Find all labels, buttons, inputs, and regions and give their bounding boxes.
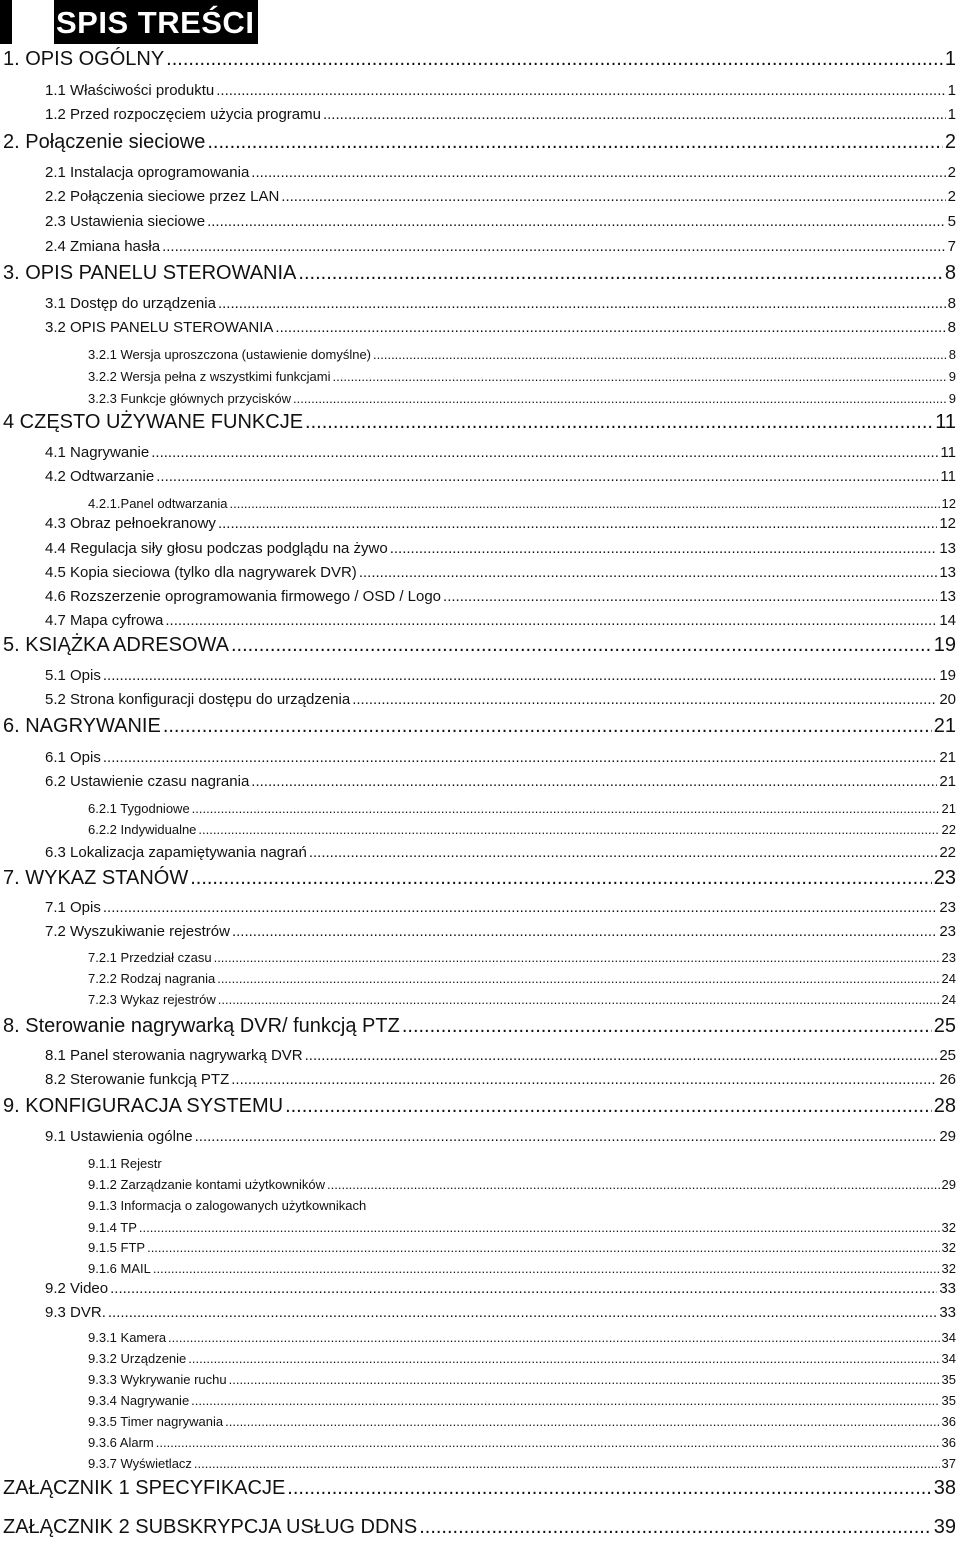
toc-entry-title: 6.1 Opis — [45, 749, 101, 766]
toc-entry-page: 5 — [947, 213, 956, 230]
toc-entry[interactable] — [88, 369, 956, 387]
toc-entry-leader — [103, 899, 937, 916]
toc-entry[interactable] — [45, 844, 956, 864]
toc-entry-page: 14 — [939, 612, 956, 629]
toc-entry-page: 23 — [933, 867, 956, 889]
toc-entry[interactable] — [88, 496, 956, 514]
toc-entry-page: 9 — [948, 369, 956, 384]
toc-entry-title: 9.3.6 Alarm — [88, 1435, 154, 1450]
toc-entry-title: 7.2.1 Przedział czasu — [88, 950, 212, 965]
toc-entry-page: 13 — [939, 540, 956, 557]
toc-entry[interactable] — [45, 213, 956, 233]
toc-entry-leader — [373, 347, 947, 362]
toc-entry[interactable] — [45, 588, 956, 608]
toc-entry-title: 9.1.6 MAIL — [88, 1261, 151, 1276]
toc-entry-page: 24 — [941, 992, 956, 1007]
toc-entry-leader — [327, 1177, 940, 1192]
toc-entry-page: 9 — [948, 391, 956, 406]
toc-entry-title: 7. WYKAZ STANÓW — [3, 867, 189, 889]
toc-entry-leader — [419, 1516, 932, 1539]
toc-entry-page: 23 — [939, 923, 956, 940]
toc-entry-leader — [285, 1095, 932, 1118]
toc-entry-leader — [103, 749, 937, 766]
toc-entry[interactable] — [88, 1261, 956, 1279]
toc-entry-leader — [163, 715, 932, 738]
toc-entry[interactable] — [88, 950, 956, 968]
toc-entry[interactable] — [88, 801, 956, 819]
toc-entry-title: 2.1 Instalacja oprogramowania — [45, 164, 250, 181]
toc-entry-leader — [352, 691, 937, 708]
toc-entry-leader — [251, 773, 937, 790]
toc-entry[interactable] — [45, 238, 956, 258]
toc-entry-leader — [194, 1456, 940, 1471]
toc-entry-title: 9.1.5 FTP — [88, 1240, 146, 1255]
toc-entry[interactable] — [88, 1393, 956, 1411]
toc-entry-title: 3.2 OPIS PANELU STEROWANIA — [45, 319, 274, 336]
toc-entry-title: 6.2.2 Indywidualne — [88, 822, 197, 837]
toc-entry[interactable] — [88, 1435, 956, 1453]
toc-entry-leader — [217, 971, 939, 986]
toc-entry[interactable] — [45, 1071, 956, 1091]
toc-entry-page: 28 — [933, 1095, 956, 1117]
toc-entry-page: 12 — [939, 515, 956, 532]
toc-entry[interactable] — [45, 612, 956, 632]
toc-entry-leader — [275, 319, 945, 336]
toc-entry-leader — [218, 295, 946, 312]
toc-entry-title: 7.1 Opis — [45, 899, 101, 916]
toc-entry-leader — [103, 667, 937, 684]
toc-entry-title: 2.3 Ustawienia sieciowe — [45, 213, 206, 230]
toc-entry-leader — [214, 950, 940, 965]
toc-entry-leader — [323, 106, 946, 123]
toc-entry-title: 8.1 Panel sterowania nagrywarką DVR — [45, 1047, 303, 1064]
toc-entry-title: 3.1 Dostęp do urządzenia — [45, 295, 216, 312]
toc-entry-title: 4.4 Regulacja siły głosu podczas podglądu na żywo — [45, 540, 388, 557]
toc-entry[interactable] — [3, 411, 956, 437]
toc-entry[interactable] — [45, 564, 956, 584]
toc-entry[interactable] — [88, 1372, 956, 1390]
toc-entry-title: 9.1.3 Informacja o zalogowanych użytkownikach — [88, 1198, 367, 1213]
toc-entry[interactable] — [88, 347, 956, 365]
toc-entry-page: 8 — [948, 347, 956, 362]
toc-entry[interactable] — [88, 1456, 956, 1474]
toc-entry-page: 26 — [939, 1071, 956, 1088]
toc-entry-page: 32 — [941, 1261, 956, 1276]
toc-entry-page: 12 — [941, 496, 956, 511]
toc-entry[interactable] — [88, 1330, 956, 1348]
toc-entry[interactable] — [3, 1015, 956, 1041]
toc-entry[interactable] — [3, 715, 956, 741]
toc-entry[interactable] — [45, 515, 956, 535]
toc-entry-page: 29 — [939, 1128, 956, 1145]
toc-entry[interactable] — [88, 391, 956, 409]
toc-entry-title: 8.2 Sterowanie funkcją PTZ — [45, 1071, 230, 1088]
toc-entry-page: 11 — [935, 411, 956, 433]
toc-entry[interactable] — [3, 262, 956, 288]
toc-entry-leader — [225, 1414, 939, 1429]
toc-entry-leader — [168, 1330, 939, 1345]
toc-entry-leader — [231, 634, 932, 657]
toc-entry-page: 7 — [947, 238, 956, 255]
toc-entry-page: 38 — [933, 1477, 956, 1499]
toc-entry-leader — [166, 48, 943, 71]
toc-entry-page: 21 — [941, 801, 956, 816]
toc-entry[interactable] — [3, 634, 956, 660]
toc-entry-page: 25 — [933, 1015, 956, 1037]
toc-entry-leader — [156, 1435, 940, 1450]
toc-entry-page: 20 — [939, 691, 956, 708]
toc-entry[interactable] — [45, 923, 956, 943]
toc-entry[interactable] — [88, 1177, 956, 1195]
toc-entry-title: 2. Połączenie sieciowe — [3, 131, 206, 153]
toc-entry-title: 4.7 Mapa cyfrowa — [45, 612, 164, 629]
toc-entry-title: 3.2.2 Wersja pełna z wszystkimi funkcjami — [88, 369, 331, 384]
toc-entry-page: 13 — [939, 588, 956, 605]
toc-entry[interactable] — [3, 867, 956, 893]
toc-entry-page: 23 — [939, 899, 956, 916]
toc-entry-title: 5.2 Strona konfiguracji dostępu do urządzenia — [45, 691, 351, 708]
toc-entry[interactable] — [88, 971, 956, 989]
toc-entry-title: 9.1.2 Zarządzanie kontami użytkowników — [88, 1177, 326, 1192]
toc-entry-leader — [232, 923, 937, 940]
toc-entry-page: 25 — [939, 1047, 956, 1064]
toc-entry-leader — [165, 612, 937, 629]
toc-entry-title: 5.1 Opis — [45, 667, 101, 684]
toc-entry[interactable] — [88, 992, 956, 1010]
toc-entry-page: 29 — [941, 1177, 956, 1192]
toc-entry[interactable] — [45, 1280, 956, 1300]
toc-entry-page: 8 — [947, 295, 956, 312]
toc-entry[interactable] — [45, 82, 956, 102]
toc-entry-leader — [207, 213, 946, 230]
toc-entry[interactable] — [3, 1477, 956, 1503]
toc-entry-page: 1 — [944, 48, 956, 70]
toc-entry-leader — [281, 188, 945, 205]
toc-entry-leader — [191, 1393, 939, 1408]
toc-entry[interactable] — [88, 1198, 956, 1216]
toc-entry-page: 39 — [933, 1516, 956, 1538]
toc-entry-leader — [251, 164, 945, 181]
toc-entry-title: 9.3.1 Kamera — [88, 1330, 167, 1345]
toc-entry-title: 4.6 Rozszerzenie oprogramowania firmowego / OSD / Logo — [45, 588, 442, 605]
toc-entry[interactable] — [45, 667, 956, 687]
toc-entry[interactable] — [45, 1304, 956, 1324]
toc-entry-title: 9.3.2 Urządzenie — [88, 1351, 187, 1366]
toc-entry-leader — [192, 801, 940, 816]
toc-entry-page: 32 — [941, 1240, 956, 1255]
toc-entry-page: 33 — [939, 1304, 956, 1321]
toc-entry-leader — [231, 1071, 937, 1088]
toc-entry-page: 2 — [944, 131, 956, 153]
toc-entry[interactable] — [45, 444, 956, 464]
toc-entry-title: 2.2 Połączenia sieciowe przez LAN — [45, 188, 280, 205]
toc-entry-page: 21 — [933, 715, 956, 737]
toc-entry-title: 1. OPIS OGÓLNY — [3, 48, 165, 70]
toc-entry-page: 37 — [941, 1456, 956, 1471]
toc-entry-title: 6.3 Lokalizacja zapamiętywania nagrań — [45, 844, 307, 861]
toc-entry[interactable] — [88, 1240, 956, 1258]
toc-entry-title: 7.2.2 Rodzaj nagrania — [88, 971, 216, 986]
toc-entry-title: ZAŁĄCZNIK 1 SPECYFIKACJE — [3, 1477, 286, 1499]
toc-entry-leader — [162, 238, 946, 255]
toc-entry[interactable] — [88, 822, 956, 840]
toc-entry-leader — [190, 867, 932, 890]
toc-entry-page: 8 — [947, 319, 956, 336]
toc-entry-page: 35 — [941, 1372, 956, 1387]
toc-entry-title: 6. NAGRYWANIE — [3, 715, 161, 737]
toc-entry-title: 4 CZĘSTO UŻYWANE FUNKCJE — [3, 411, 304, 433]
toc-entry[interactable] — [45, 1128, 956, 1148]
toc-entry[interactable] — [3, 1095, 956, 1121]
toc-entry-title: ZAŁĄCZNIK 2 SUBSKRYPCJA USŁUG DDNS — [3, 1516, 418, 1538]
toc-entry-page: 11 — [940, 468, 956, 485]
toc-entry-page: 36 — [941, 1435, 956, 1450]
toc-entry-leader — [188, 1351, 939, 1366]
toc-entry[interactable] — [3, 48, 956, 74]
toc-entry[interactable] — [45, 691, 956, 711]
toc-entry[interactable] — [45, 468, 956, 488]
toc-entry-leader — [156, 468, 938, 485]
toc-entry-page: 23 — [941, 950, 956, 965]
toc-entry-title: 6.2.1 Tygodniowe — [88, 801, 190, 816]
toc-entry-title: 3.2.1 Wersja uproszczona (ustawienie domyślne) — [88, 347, 372, 362]
toc-entry-title: 1.1 Właściwości produktu — [45, 82, 215, 99]
toc-entry-leader — [218, 992, 940, 1007]
toc-entry[interactable] — [45, 749, 956, 769]
toc-entry-leader — [139, 1220, 940, 1235]
toc-entry-title: 4.3 Obraz pełnoekranowy — [45, 515, 216, 532]
toc-entry-leader — [153, 1261, 940, 1276]
toc-entry-leader — [198, 822, 939, 837]
toc-entry[interactable] — [88, 1351, 956, 1369]
toc-entry-page: 11 — [940, 444, 956, 461]
toc-entry-page: 21 — [939, 749, 956, 766]
toc-entry[interactable] — [45, 188, 956, 208]
toc-entry-leader — [298, 262, 942, 285]
toc-entry-title: 3.2.3 Funkcje głównych przycisków — [88, 391, 292, 406]
toc-entry-title: 9.3 DVR. — [45, 1304, 106, 1321]
toc-entry-page: 35 — [941, 1393, 956, 1408]
toc-entry[interactable] — [88, 1414, 956, 1432]
toc-entry[interactable] — [45, 899, 956, 919]
page-title: SPIS TREŚCI — [54, 0, 258, 44]
toc-entry-title: 9. KONFIGURACJA SYSTEMU — [3, 1095, 284, 1117]
toc-entry-title: 9.3.5 Timer nagrywania — [88, 1414, 224, 1429]
toc-entry-page: 24 — [941, 971, 956, 986]
toc-entry-leader — [309, 844, 937, 861]
toc-entry-leader — [207, 131, 943, 154]
toc-entry-title: 7.2.3 Wykaz rejestrów — [88, 992, 216, 1007]
toc-entry[interactable] — [88, 1220, 956, 1238]
toc-entry-leader — [359, 564, 938, 581]
toc-entry[interactable] — [3, 131, 956, 157]
toc-entry-leader — [218, 515, 937, 532]
toc-entry-leader — [402, 1015, 932, 1038]
toc-entry-leader — [287, 1477, 931, 1500]
toc-entry-page: 22 — [939, 844, 956, 861]
toc-entry-leader — [151, 444, 938, 461]
toc-entry-leader — [110, 1280, 937, 1297]
toc-entry[interactable] — [45, 106, 956, 126]
toc-entry[interactable] — [88, 1156, 956, 1174]
toc-entry[interactable] — [45, 164, 956, 184]
toc-entry-leader — [305, 411, 933, 434]
toc-entry-title: 4.2 Odtwarzanie — [45, 468, 155, 485]
toc-entry-leader — [216, 82, 945, 99]
toc-entry-title: 1.2 Przed rozpoczęciem użycia programu — [45, 106, 321, 123]
toc-entry-page: 8 — [944, 262, 956, 284]
toc-entry-page: 13 — [939, 564, 956, 581]
toc-entry-title: 8. Sterowanie nagrywarką DVR/ funkcją PTZ — [3, 1015, 400, 1037]
toc-entry-page: 19 — [939, 667, 956, 684]
toc-entry-leader — [147, 1240, 939, 1255]
toc-entry-page: 36 — [941, 1414, 956, 1429]
toc-entry-title: 4.1 Nagrywanie — [45, 444, 150, 461]
toc-entry[interactable] — [45, 295, 956, 315]
toc-entry-leader — [333, 369, 947, 384]
toc-entry-leader — [108, 1304, 937, 1321]
toc-entry-title: 9.2 Video — [45, 1280, 109, 1297]
toc-entry[interactable] — [45, 319, 956, 339]
toc-entry[interactable] — [45, 540, 956, 560]
toc-entry-title: 4.5 Kopia sieciowa (tylko dla nagrywarek DVR) — [45, 564, 357, 581]
toc-entry[interactable] — [3, 1516, 956, 1542]
toc-entry[interactable] — [45, 773, 956, 793]
toc-entry-page: 32 — [941, 1220, 956, 1235]
toc-entry-title: 5. KSIĄŻKA ADRESOWA — [3, 634, 229, 656]
toc-entry-title: 9.1.1 Rejestr — [88, 1156, 162, 1171]
toc-entry-title: 6.2 Ustawienie czasu nagrania — [45, 773, 250, 790]
toc-entry-leader — [195, 1128, 938, 1145]
toc-entry-title: 9.1.4 TP — [88, 1220, 137, 1235]
toc-entry-title: 7.2 Wyszukiwanie rejestrów — [45, 923, 230, 940]
toc-entry-leader — [443, 588, 937, 605]
toc-entry-page: 2 — [947, 164, 956, 181]
toc-entry-title: 3. OPIS PANELU STEROWANIA — [3, 262, 297, 284]
toc-entry-leader — [305, 1047, 938, 1064]
toc-entry-leader — [229, 496, 939, 511]
toc-entry-page: 1 — [947, 106, 956, 123]
toc-entry-page: 33 — [939, 1280, 956, 1297]
toc-entry-title: 2.4 Zmiana hasła — [45, 238, 161, 255]
toc-entry-title: 9.1 Ustawienia ogólne — [45, 1128, 193, 1145]
toc-entry-title: 9.3.3 Wykrywanie ruchu — [88, 1372, 227, 1387]
toc-entry-leader — [390, 540, 938, 557]
toc-entry-leader — [293, 391, 947, 406]
toc-entry-leader — [229, 1372, 940, 1387]
toc-entry-page: 34 — [941, 1330, 956, 1345]
toc-entry-page: 19 — [933, 634, 956, 656]
toc-entry-title: 9.3.7 Wyświetlacz — [88, 1456, 192, 1471]
toc-entry[interactable] — [45, 1047, 956, 1067]
toc-entry-title: 4.2.1.Panel odtwarzania — [88, 496, 228, 511]
toc-entry-page: 2 — [947, 188, 956, 205]
toc-entry-title: 9.3.4 Nagrywanie — [88, 1393, 190, 1408]
toc-entry-page: 34 — [941, 1351, 956, 1366]
toc-entry-page: 22 — [941, 822, 956, 837]
toc-entry-page: 1 — [947, 82, 956, 99]
toc-entry-page: 21 — [939, 773, 956, 790]
